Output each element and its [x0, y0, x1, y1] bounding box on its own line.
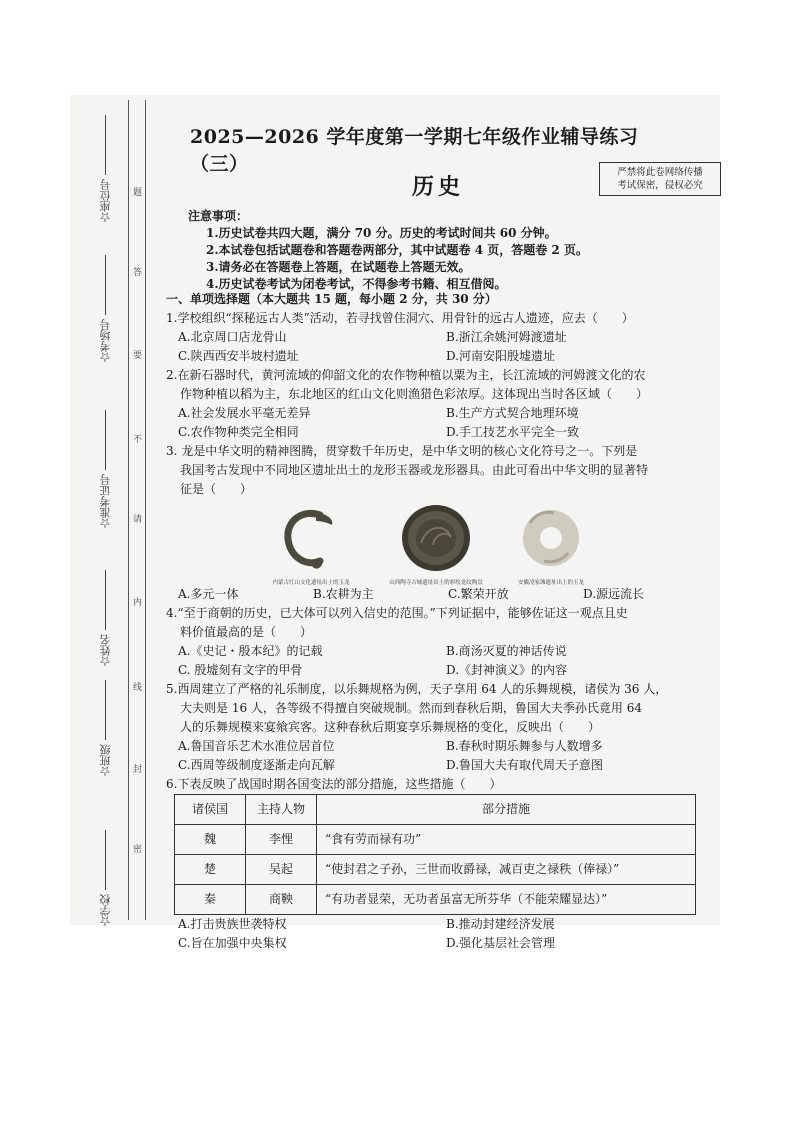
table-header: 部分措施	[317, 795, 696, 825]
option-d: D.《封神演义》的内容	[446, 663, 568, 677]
subject-title: 历史	[412, 174, 465, 200]
class-field: ☆班级	[98, 680, 114, 777]
table-cell: 吴起	[246, 855, 317, 885]
option-c: C.旨在加强中央集权	[178, 936, 287, 950]
binding-line-outer	[128, 100, 129, 920]
option-a: A.打击贵族世袭特权	[178, 917, 287, 931]
option-d: D.强化基层社会管理	[446, 936, 556, 950]
question-stem-cont: 大夫则是 16 人，各等级不得擅自突破规制。然而到春秋后期，鲁国大夫季孙氏竟用 64	[180, 701, 642, 715]
artifact-figures	[166, 503, 696, 585]
exam-title: 2025—2026 学年度第一学期七年级作业辅导练习（三）	[190, 126, 639, 175]
admission-number-field: ☆准考证号	[98, 410, 114, 529]
table-cell: “食有劳而禄有功”	[317, 825, 696, 855]
seal-char: 题	[133, 188, 143, 198]
table-cell: 商鞅	[246, 885, 317, 915]
option-a: A.多元一体	[178, 587, 239, 601]
option-d: D.鲁国大夫有取代周天子意图	[446, 758, 604, 772]
exam-room-field: ☆考场号	[98, 255, 114, 363]
question-stem: 6.下表反映了战国时期各国变法的部分措施，这些措施（ ）	[166, 777, 502, 791]
option-d: D.源远流长	[583, 587, 645, 601]
table-cell: 秦	[175, 885, 246, 915]
question-5	[166, 680, 696, 775]
seal-char: 答	[133, 268, 143, 278]
question-stem-cont: 作物种植以稻为主，东北地区的红山文化则渔猎色彩浓厚。这体现出当时各区域（ ）	[180, 387, 649, 401]
seal-char: 封	[133, 765, 143, 775]
warning-line: 严禁将此卷网络传播	[617, 167, 703, 178]
table-header-row	[175, 795, 696, 825]
option-c: C.农作物种类完全相同	[178, 425, 299, 439]
notice-item: 3.请务必在答题卷上答题，在试题卷上答题无效。	[206, 260, 471, 274]
question-3	[166, 442, 696, 604]
question-2	[166, 366, 696, 442]
seal-char: 内	[133, 598, 143, 608]
figure-caption: 内蒙古红山文化遗址出土的玉龙	[272, 580, 350, 586]
table-row	[175, 825, 696, 855]
seal-char: 要	[133, 351, 143, 361]
seal-char: 请	[133, 515, 143, 525]
seal-char: 密	[133, 845, 143, 855]
painted-plate-figure	[371, 503, 501, 587]
option-c: C. 殷墟刻有文字的甲骨	[178, 663, 303, 677]
figure-caption: 山西陶寺古城遗址出土的彩绘龙纹陶盘	[389, 580, 483, 586]
option-b: B.农耕为主	[313, 587, 374, 601]
option-c: C.西周等级制度逐渐走向瓦解	[178, 758, 335, 772]
section-title: 一、单项选择题（本大题共 15 题，每小题 2 分，共 30 分）	[166, 292, 497, 306]
option-a: A.鲁国音乐艺术水准位居首位	[178, 739, 335, 753]
option-b: B.浙江余姚河姆渡遗址	[446, 330, 567, 344]
question-stem-cont: 料价值最高的是（ ）	[180, 625, 313, 639]
question-stem: 1.学校组织“探秘远古人类”活动，若寻找曾住洞穴、用骨针的远古人遗迹，应去（ ）	[166, 311, 634, 325]
table-row	[175, 855, 696, 885]
figure-caption: 安徽凌家滩遗址出土的玉龙	[517, 580, 584, 586]
notice-item: 4.历史试卷考试为闭卷考试，不得参考书籍、相互借阅。	[206, 277, 507, 291]
question-stem: 4.“至于商朝的历史，已大体可以列入信史的范围。”下列证据中，能够佐证这一观点且史	[166, 606, 628, 620]
question-4	[166, 604, 696, 680]
seal-char: 线	[133, 683, 143, 693]
option-b: B.春秋时期乐舞参与人数增多	[446, 739, 603, 753]
notice-block	[188, 208, 588, 293]
option-d: D.河南安阳殷墟遗址	[446, 349, 556, 363]
table-header: 诸侯国	[175, 795, 246, 825]
question-stem: 3. 龙是中华文明的精神图腾，贯穿数千年历史，是中华文明的核心文化符号之一。下列是	[166, 444, 638, 458]
warning-line: 考试保密，侵权必究	[617, 180, 703, 191]
question-stem-cont: 我国考古发现中不同地区遗址出土的龙形玉器或龙形器具。由此可看出中华文明的显著特	[180, 463, 649, 477]
table-cell: 魏	[175, 825, 246, 855]
question-6	[166, 775, 696, 953]
notice-item: 1.历史试卷共四大题，满分 70 分。历史的考试时间共 60 分钟。	[206, 226, 557, 240]
notice-item: 2.本试卷包括试题卷和答题卷两部分，其中试题卷 4 页，答题卷 2 页。	[206, 243, 588, 257]
option-a: A.北京周口店龙骨山	[178, 330, 287, 344]
table-cell: “有功者显荣，无功者虽富无所芬华（不能荣耀显达）”	[317, 885, 696, 915]
table-cell: “使封君之子孙，三世而收爵禄，减百吏之禄秩（俸禄）”	[317, 855, 696, 885]
questions-area	[166, 290, 696, 953]
seal-char: 不	[133, 435, 143, 445]
question-stem: 5.西周建立了严格的礼乐制度，以乐舞规格为例，天子享用 64 人的乐舞规模，诸侯为 36 人，	[166, 682, 668, 696]
table-cell: 李悝	[246, 825, 317, 855]
table-cell: 楚	[175, 855, 246, 885]
option-c: C.繁荣开放	[448, 587, 509, 601]
table-row	[175, 885, 696, 915]
option-a: A.《史记・殷本纪》的记载	[178, 644, 323, 658]
option-b: B.生产方式契合地理环境	[446, 406, 579, 420]
school-field: ☆学校	[98, 830, 114, 927]
question-stem: 2.在新石器时代，黄河流域的仰韶文化的农作物种植以粟为主，长江流域的河姆渡文化的农	[166, 368, 646, 382]
option-c: C.陕西西安半坡村遗址	[178, 349, 299, 363]
question-1	[166, 309, 696, 366]
reform-table	[174, 794, 696, 915]
copyright-warning-box	[599, 162, 721, 196]
binding-line-inner	[145, 100, 146, 920]
painted-plate-icon	[399, 503, 473, 573]
jade-dragon-figure	[261, 503, 361, 587]
jade-dragon-c-icon	[276, 503, 346, 573]
option-d: D.手工技艺水平完全一致	[446, 425, 580, 439]
name-field: ☆姓名	[98, 570, 114, 667]
jade-dragon-ring-figure	[501, 503, 601, 587]
notice-heading: 注意事项：	[188, 209, 249, 223]
option-a: A.社会发展水平毫无差异	[178, 406, 311, 420]
option-b: B.推动封建经济发展	[446, 917, 555, 931]
question-stem-cont: 征是（ ）	[180, 482, 253, 496]
question-stem-cont: 人的乐舞规模来宴飨宾客。这种春秋后期宴享乐舞规格的变化，反映出（ ）	[180, 720, 601, 734]
jade-ring-icon	[516, 503, 586, 573]
table-header: 主持人物	[246, 795, 317, 825]
option-b: B.商汤灭夏的神话传说	[446, 644, 567, 658]
seat-number-field: ☆座位号	[98, 115, 114, 223]
